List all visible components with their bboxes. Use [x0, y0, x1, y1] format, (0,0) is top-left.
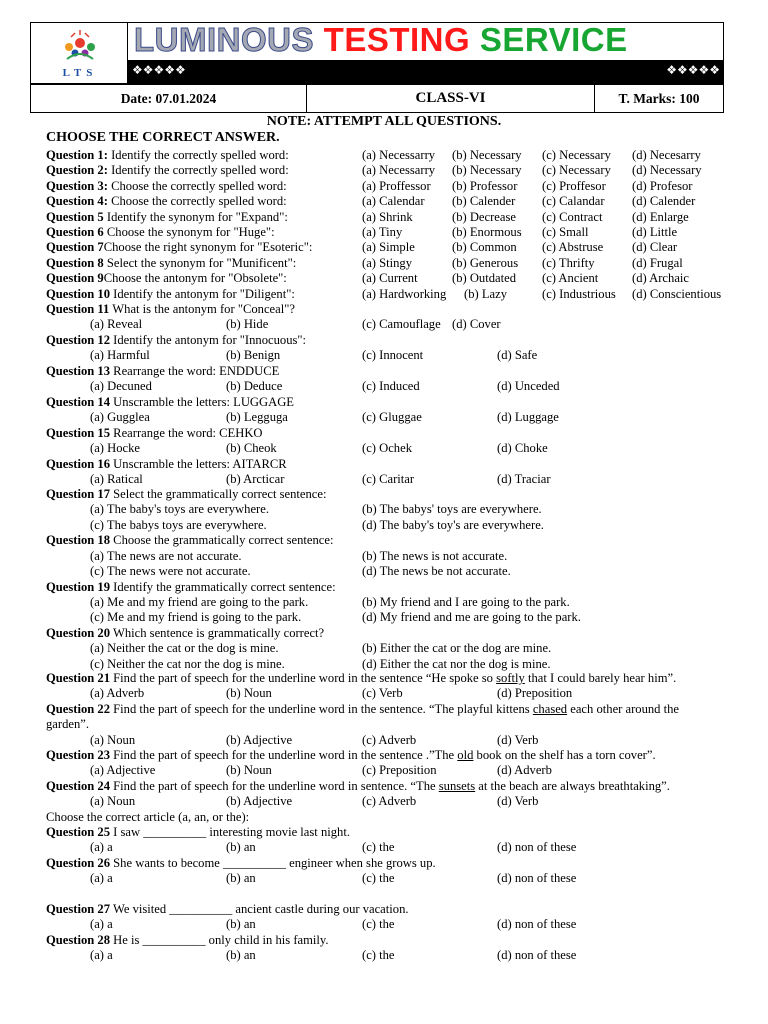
question-text: each other around the: [567, 702, 680, 716]
question-label: Question 6: [46, 225, 104, 239]
question-label: Question 27: [46, 902, 111, 916]
option: (c) the: [362, 948, 395, 963]
option: (d) The news be not accurate.: [362, 564, 511, 579]
option: (b) Professor: [452, 178, 518, 193]
article-instruction: [46, 810, 249, 825]
option: (a) Harmful: [90, 348, 150, 363]
option: (d) non of these: [497, 917, 577, 932]
option: (c) the: [362, 840, 395, 855]
option: (d) Necessary: [632, 163, 702, 178]
question-row: [46, 364, 279, 379]
option: (b) Either the cat or the dog are mine.: [362, 641, 552, 656]
question-label: Question 14: [46, 395, 111, 409]
option: (b) The news is not accurate.: [362, 548, 508, 563]
option: (a) Stingy: [362, 255, 413, 270]
option: (d) Frugal: [632, 255, 683, 270]
question-text: What is the antonym for "Conceal"?: [109, 302, 295, 316]
underlined-word: sunsets: [438, 779, 476, 793]
brand-title: [128, 22, 724, 60]
question-text: Choose the synonym for "Huge":: [103, 225, 275, 239]
option: (c) The babys toys are everywhere.: [90, 517, 267, 532]
question-text: book on the shelf has a torn cover”.: [473, 748, 656, 762]
option: (b) Necessary: [452, 163, 522, 178]
question-row: [46, 240, 678, 255]
question-label: Question 10: [46, 286, 111, 301]
question-row: [46, 671, 676, 686]
option: (d) Traciar: [497, 472, 551, 487]
option: (d) Conscientious: [632, 286, 722, 301]
option: (b) Cheok: [226, 441, 277, 456]
option: (d) Calender: [632, 194, 696, 209]
question-row: [46, 302, 295, 317]
option: (a) Tiny: [362, 225, 403, 239]
question-text: Choose the grammatically correct sentence:: [110, 533, 334, 548]
question-text: Identify the antonym for "Diligent":: [110, 286, 295, 301]
question-row: [46, 194, 696, 209]
option: (a) a: [90, 871, 113, 886]
question-text: Choose the right synonym for "Esoteric":: [103, 240, 313, 255]
option: (a) Necessarry: [362, 148, 436, 162]
option: (d) Verb: [497, 794, 539, 809]
question-label: Question 21: [46, 671, 111, 685]
question-label: Question 24: [46, 779, 111, 793]
question-row: [46, 580, 336, 595]
question-row: [46, 286, 722, 302]
option: (c) Me and my friend is going to the park.: [90, 610, 302, 625]
question-row: [46, 748, 656, 763]
option: (b) Noun: [226, 763, 272, 778]
note: NOTE: ATTEMPT ALL QUESTIONS.: [266, 114, 502, 129]
question-text: Rearrange the word: ENDDUCE: [110, 364, 280, 378]
question-row: [46, 902, 409, 917]
option: (d) Luggage: [497, 410, 559, 425]
question-text: Choose the correctly spelled word:: [107, 178, 287, 193]
option: (c) Ochek: [362, 441, 412, 456]
question-text: I saw __________ interesting movie last night.: [110, 825, 350, 839]
option: (d) Clear: [632, 240, 678, 255]
option: (a) Gugglea: [90, 410, 150, 425]
option: (a) Me and my friend are going to the park.: [90, 595, 309, 609]
option: (c) Necessary: [542, 163, 611, 178]
question-text: Find the part of speech for the underline word in the sentence “He spoke so: [110, 671, 497, 685]
question-text: Identify the grammatically correct sentence:: [110, 579, 336, 594]
question-label: Question 5: [46, 209, 104, 224]
question-label: Question 20: [46, 625, 111, 640]
option: (b) Noun: [226, 686, 272, 701]
question-text: Identify the correctly spelled word:: [107, 163, 289, 178]
option: (a) The news are not accurate.: [90, 548, 242, 563]
option: (a) a: [90, 917, 113, 932]
option: (d) Archaic: [632, 271, 689, 286]
option: (c) Abstruse: [542, 240, 604, 255]
instruction-text: Choose the correct article (a, an, or the):: [46, 810, 250, 824]
option: (d) Verb: [497, 732, 539, 747]
option: (b) an: [226, 948, 256, 963]
question-label: Question 17: [46, 487, 111, 501]
option: (a) Noun: [90, 732, 136, 747]
option: (b) an: [226, 840, 256, 855]
question-text: He is __________ only child in his family.: [110, 933, 329, 947]
question-row: [46, 333, 306, 348]
option: (c) Calandar: [542, 194, 605, 209]
question-row: [46, 148, 701, 163]
option: (b) Lazy: [464, 286, 508, 301]
question-label: Question 19: [46, 579, 111, 594]
option: (a) Calendar: [362, 194, 425, 209]
question-text: at the beach are always breathtaking”.: [475, 779, 670, 793]
option: (c) Adverb: [362, 732, 417, 747]
question-row: [46, 533, 333, 548]
info-bar: [30, 84, 724, 113]
question-text: Which sentence is grammatically correct?: [110, 625, 325, 640]
option: (a) Proffessor: [362, 178, 431, 193]
option: (d) Necesarry: [632, 148, 701, 162]
option: (b) Hide: [226, 317, 269, 332]
black-bar: [128, 60, 724, 84]
option: (b) Generous: [452, 255, 519, 270]
option: (b) an: [226, 871, 256, 886]
question-row: [46, 702, 679, 717]
option: (a) Reveal: [90, 317, 143, 332]
question-label: Question 2:: [46, 163, 108, 178]
option: (d) The baby's toy's are everywhere.: [362, 517, 544, 532]
question-label: Question 23: [46, 748, 111, 762]
question-row: [46, 825, 350, 840]
question-text: Select the grammatically correct sentence:: [110, 487, 327, 501]
option: (d) Unceded: [497, 379, 560, 394]
brand-service: SERVICE: [479, 21, 628, 58]
option: (b) Outdated: [452, 271, 516, 286]
question-label: Question 3:: [46, 178, 108, 193]
question-label: Question 1:: [46, 148, 108, 162]
option: (b) Decrease: [452, 209, 516, 224]
class-cell: CLASS-VI: [307, 85, 595, 112]
question-label: Question 4:: [46, 194, 108, 209]
diamonds-right: ❖❖❖❖❖: [666, 63, 720, 77]
option: (a) The baby's toys are everywhere.: [90, 502, 269, 517]
option: (a) Simple: [362, 240, 415, 255]
option: (d) Profesor: [632, 178, 693, 193]
option: (a) Shrink: [362, 209, 413, 224]
question-text: We visited __________ ancient castle during our vacation.: [110, 902, 409, 916]
question-row: [46, 457, 287, 472]
option: (b) The babys' toys are everywhere.: [362, 502, 542, 517]
option: (d) Enlarge: [632, 209, 689, 224]
question-label: Question 9: [46, 271, 104, 286]
option: (c) Ancient: [542, 271, 599, 286]
option: (a) a: [90, 840, 113, 855]
option: (b) Adjective: [226, 794, 293, 809]
option: (a) a: [90, 948, 113, 963]
option: (a) Ratical: [90, 472, 143, 487]
option: (b) Necessary: [452, 148, 522, 162]
question-text: Find the part of speech for the underline word in the sentence. “The playful kittens: [110, 702, 533, 716]
underlined-word: chased: [532, 702, 568, 716]
brand-testing: TESTING: [323, 21, 471, 58]
option: (c) Preposition: [362, 763, 437, 778]
question-text: garden”.: [46, 717, 90, 732]
question-row: [46, 225, 678, 240]
option: (c) Induced: [362, 379, 420, 394]
option: (a) Hardworking: [362, 286, 447, 301]
question-text: Identify the synonym for "Expand":: [103, 209, 288, 224]
marks-cell: T. Marks: 100: [618, 90, 700, 106]
option: (d) Preposition: [497, 686, 573, 701]
question-text: Choose the antonym for "Obsolete":: [103, 271, 287, 286]
question-label: Question 16: [46, 457, 111, 471]
question-row: [46, 395, 294, 410]
date-cell: Date: 07.01.2024: [31, 85, 307, 112]
option: (c) Caritar: [362, 472, 415, 487]
option: (c) Industrious: [542, 286, 616, 301]
question-label: Question 11: [46, 302, 110, 316]
question-text: Identify the antonym for "Innocuous":: [110, 333, 307, 347]
option: (d) Either the cat nor the dog is mine.: [362, 656, 551, 671]
question-text: Select the synonym for "Munificent":: [103, 255, 297, 270]
option: (b) Deduce: [226, 379, 283, 394]
option: (d) Adverb: [497, 763, 552, 778]
question-text: Choose the correctly spelled word:: [107, 194, 287, 209]
option: (d) Choke: [497, 441, 548, 456]
question-text: Find the part of speech for the underline word in sentence. “The: [110, 779, 439, 793]
question-label: Question 28: [46, 933, 111, 947]
option: (c) Adverb: [362, 794, 417, 809]
option: (d) non of these: [497, 840, 577, 855]
question-row: [46, 426, 263, 441]
option: (c) Thrifty: [542, 255, 595, 270]
question-row: [46, 209, 689, 225]
question-label: Question 25: [46, 825, 111, 839]
option: (c) Small: [542, 225, 589, 239]
option: (d) non of these: [497, 948, 577, 963]
option: (c) the: [362, 917, 395, 932]
option: (a) Necessarry: [362, 163, 436, 178]
question-text: Identify the correctly spelled word:: [107, 148, 289, 162]
option: (a) Adjective: [90, 763, 156, 778]
question-row: [46, 856, 436, 871]
option: (a) Current: [362, 271, 418, 286]
question-label: Question 12: [46, 333, 111, 347]
question-label: Question 13: [46, 364, 111, 378]
question-label: Question 8: [46, 255, 104, 270]
question-text: She wants to become __________ engineer when she grows up.: [110, 856, 436, 870]
header: [30, 22, 724, 112]
option: (a) Adverb: [90, 686, 145, 701]
option: (a) Decuned: [90, 379, 152, 394]
diamonds-left: ❖❖❖❖❖: [132, 63, 186, 77]
question-label: Question 15: [46, 426, 111, 440]
option: (a) Noun: [90, 794, 136, 809]
question-text: Find the part of speech for the underline word in the sentence .”The: [110, 748, 458, 762]
option: (c) Proffesor: [542, 178, 606, 193]
section-title: CHOOSE THE CORRECT ANSWER.: [46, 130, 280, 145]
option: (d) Safe: [497, 348, 538, 363]
option: (b) My friend and I are going to the park.: [362, 595, 570, 609]
question-text: Unscramble the letters: AITARCR: [110, 457, 287, 471]
question-label: Question 26: [46, 856, 111, 870]
question-row: [46, 626, 324, 641]
option: (d) My friend and me are going to the park.: [362, 610, 581, 625]
logo: [30, 22, 128, 84]
brand-luminous: LUMINOUS: [134, 21, 314, 58]
option: (b) Common: [452, 240, 517, 255]
underlined-word: old: [457, 748, 474, 762]
question-text: Rearrange the word: CEHKO: [110, 426, 263, 440]
question-row: [46, 271, 689, 286]
option: (b) Arcticar: [226, 472, 285, 487]
question-label: Question 7: [46, 240, 104, 255]
question-row: [46, 178, 693, 194]
option: (b) Benign: [226, 348, 281, 363]
option: (a) Hocke: [90, 441, 140, 456]
option: (b) Enormous: [452, 225, 522, 239]
option: (c) Contract: [542, 209, 603, 224]
option: (b) Legguga: [226, 410, 288, 425]
option: (c) Neither the cat nor the dog is mine.: [90, 656, 285, 671]
option: (d) Little: [632, 225, 678, 239]
question-row: [46, 779, 670, 794]
question-row: [46, 163, 702, 178]
option: (b) an: [226, 917, 256, 932]
option: (b) Adjective: [226, 732, 293, 747]
option: (c) The news were not accurate.: [90, 564, 251, 579]
option: (c) Gluggae: [362, 410, 422, 425]
option: (c) Innocent: [362, 348, 424, 363]
option: (d) non of these: [497, 871, 577, 886]
logo-text: LTS: [62, 67, 98, 79]
underlined-word: softly: [496, 671, 525, 685]
option: (c) the: [362, 871, 395, 886]
option: (c) Camouflage: [362, 317, 441, 332]
question-row: [46, 933, 329, 948]
question-text-continued: [46, 717, 89, 732]
question-row: [46, 487, 326, 502]
logo-emblem-icon: [31, 23, 129, 67]
question-label: Question 18: [46, 533, 111, 548]
option: (c) Necessary: [542, 148, 611, 162]
option: (b) Calender: [452, 194, 516, 209]
question-text: Unscramble the letters: LUGGAGE: [110, 395, 294, 409]
question-text: that I could barely hear him”.: [524, 671, 677, 685]
option: (c) Verb: [362, 686, 403, 701]
option: (a) Neither the cat or the dog is mine.: [90, 641, 279, 656]
option: (d) Cover: [452, 317, 501, 332]
question-row: [46, 255, 683, 271]
question-label: Question 22: [46, 702, 111, 716]
